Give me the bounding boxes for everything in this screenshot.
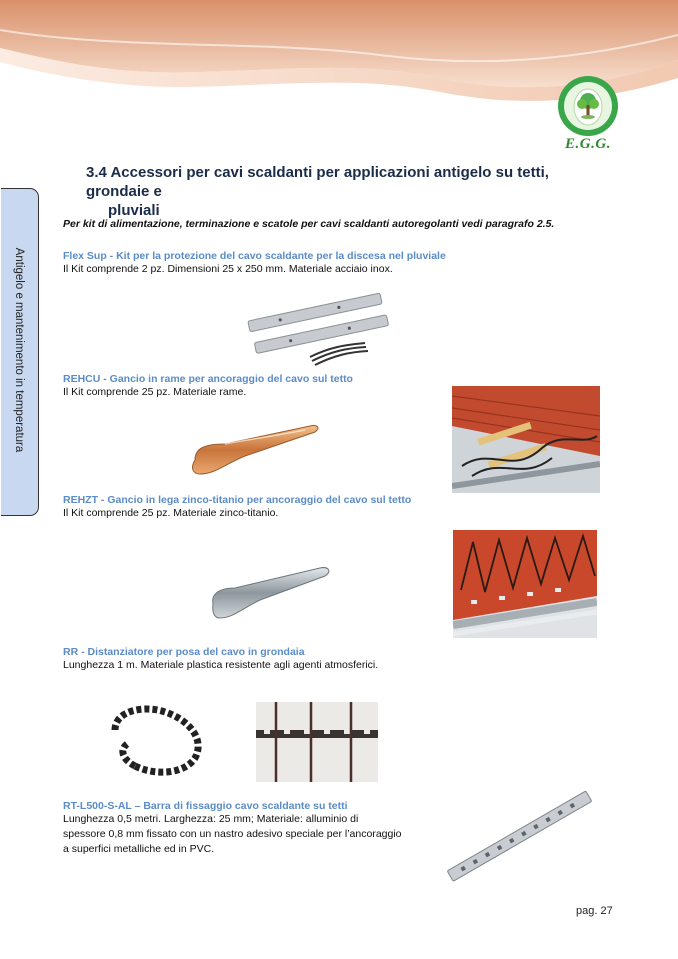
product-rehcu <box>63 373 453 400</box>
spacer-installed-photo <box>256 702 378 782</box>
product-description: Lunghezza 1 m. Materiale plastica resistente agli agenti atmosferici. <box>63 659 379 671</box>
product-title: REHCU - Gancio in rame per ancoraggio del cavo sul tetto <box>63 373 353 385</box>
product-description-line2: spessore 0,8 mm fissato con un nastro adesivo speciale per l’ancoraggio <box>63 828 402 840</box>
section-heading-line1: 3.4 Accessori per cavi scaldanti per applicazioni antigelo su tetti, grondaie e <box>86 164 549 200</box>
roof-zinc-hooks-photo <box>453 530 597 638</box>
aluminium-fixing-bar-image <box>445 790 595 885</box>
product-description: Il Kit comprende 25 pz. Materiale zinco-titanio. <box>63 507 279 519</box>
page-number: pag. 27 <box>576 905 613 917</box>
product-title: Flex Sup - Kit per la protezione del cavo scaldante per la discesa nel pluviale <box>63 250 446 262</box>
product-description-line3: a superfici metalliche ed in PVC. <box>63 843 215 855</box>
side-chapter-label: Antigelo e mantenimento in temperatura <box>13 247 25 453</box>
reference-note: Per kit di alimentazione, terminazione e scatole per cavi scaldanti autoregolanti vedi paragrafo 2.5. <box>63 218 555 230</box>
roof-copper-hooks-photo <box>452 386 600 493</box>
product-title: RR - Distanziatore per posa del cavo in grondaia <box>63 646 305 658</box>
flex-sup-strips-image <box>240 285 390 370</box>
product-description: Il Kit comprende 2 pz. Dimensioni 25 x 250 mm. Materiale acciaio inox. <box>63 263 393 275</box>
product-description-line1: Lunghezza 0,5 metri. Larghezza: 25 mm; Materiale: alluminio di <box>63 813 359 825</box>
product-flex-sup <box>63 250 623 277</box>
section-heading-line2: pluviali <box>108 202 160 219</box>
copper-hook-image <box>185 418 325 480</box>
product-rehzt <box>63 494 453 521</box>
product-description: Il Kit comprende 25 pz. Materiale rame. <box>63 386 247 398</box>
spacer-coil-image <box>105 700 215 780</box>
zinc-titanium-hook-image <box>205 558 335 623</box>
section-heading <box>86 163 606 220</box>
product-title: RT-L500-S-AL – Barra di fissaggio cavo scaldante su tetti <box>63 800 348 812</box>
product-rr <box>63 646 623 673</box>
product-rt-l500 <box>63 800 483 857</box>
brand-name: E.G.G. <box>565 136 611 152</box>
product-title: REHZT - Gancio in lega zinco-titanio per ancoraggio del cavo sul tetto <box>63 494 412 506</box>
